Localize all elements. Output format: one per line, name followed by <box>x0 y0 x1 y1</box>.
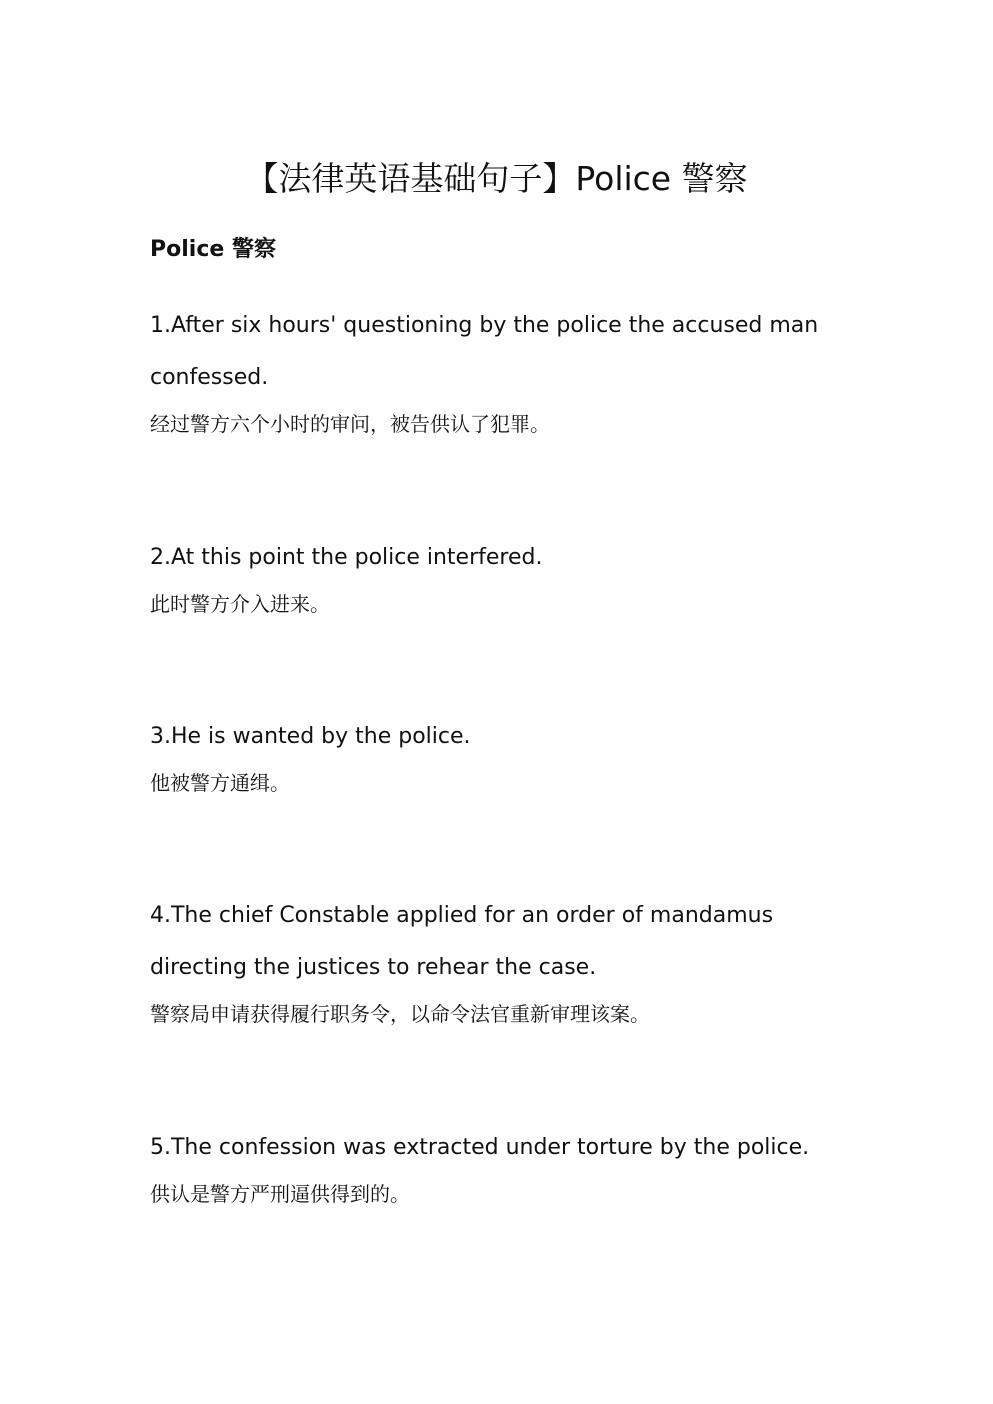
chinese-translation: 此时警方介入进来。 <box>150 592 330 616</box>
english-sentence: 1.After six hours' questioning by the police the accused man confessed. <box>150 313 819 390</box>
document-title: 【法律英语基础句子】Police 警察 <box>245 159 748 198</box>
chinese-translation: 他被警方通缉。 <box>150 771 290 795</box>
chinese-translation: 供认是警方严刑逼供得到的。 <box>150 1182 410 1206</box>
sentence-entry-3 <box>150 711 850 799</box>
sentence-entry-5 <box>150 1122 850 1210</box>
section-heading: Police 警察 <box>150 237 276 262</box>
english-sentence: 5.The confession was extracted under torture by the police. <box>150 1135 810 1160</box>
chinese-translation: 经过警方六个小时的审问，被告供认了犯罪。 <box>150 412 550 436</box>
english-sentence: 2.At this point the police interfered. <box>150 545 543 570</box>
english-sentence: 4.The chief Constable applied for an order of mandamus directing the justices to rehear the case. <box>150 903 774 980</box>
sentence-entry-1 <box>150 300 850 440</box>
chinese-translation: 警察局申请获得履行职务令，以命令法官重新审理该案。 <box>150 1002 650 1026</box>
english-sentence: 3.He is wanted by the police. <box>150 724 471 749</box>
sentence-entry-2 <box>150 532 850 620</box>
sentence-entry-4 <box>150 890 850 1030</box>
